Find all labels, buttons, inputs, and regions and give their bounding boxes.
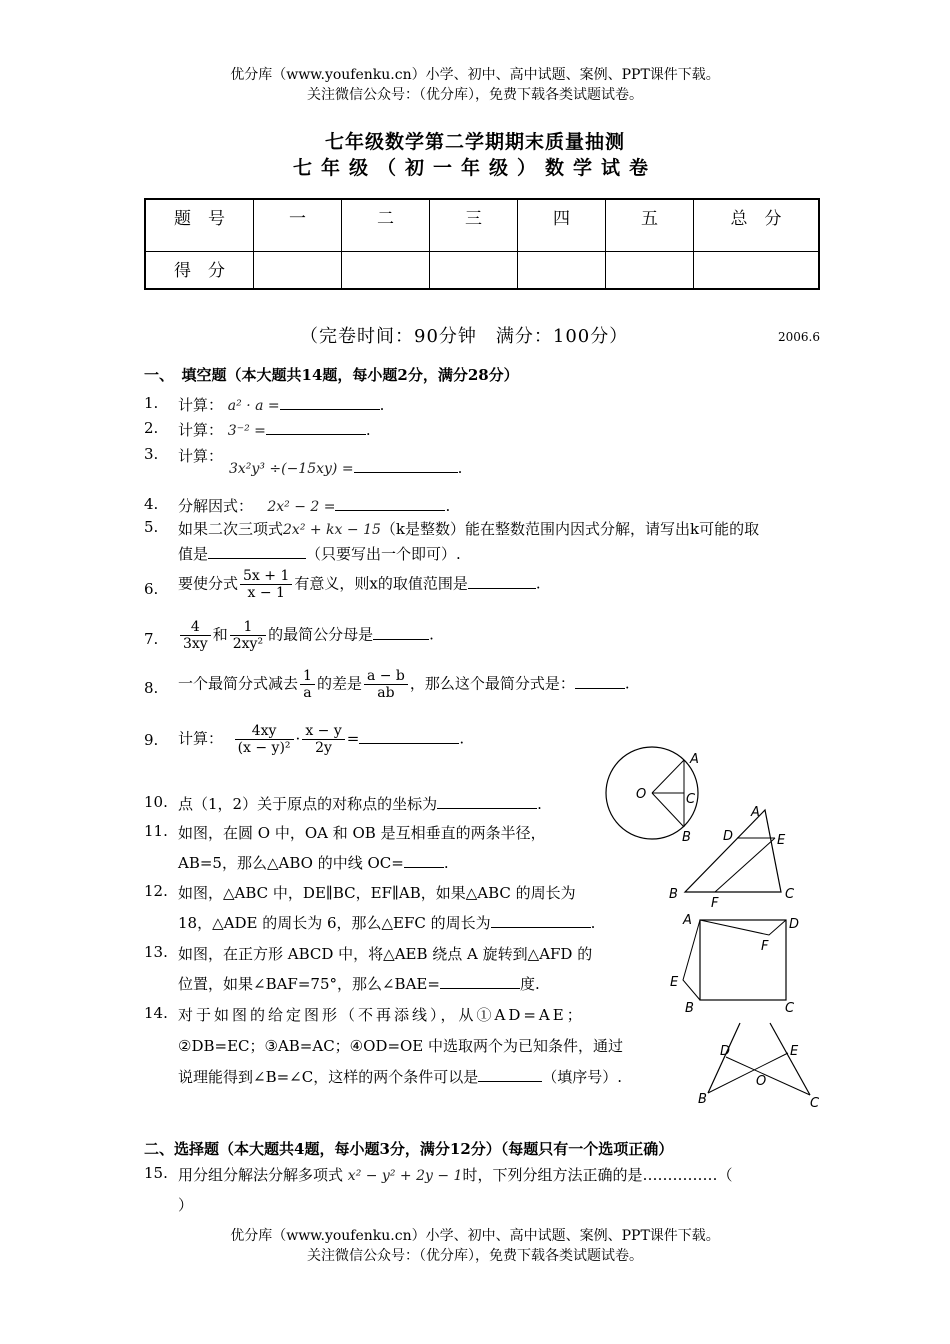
question-text: 度.: [519, 975, 540, 993]
question-1: 计算： a² · a = .: [178, 396, 385, 414]
score-header-cell: 一: [254, 199, 342, 251]
answer-blank[interactable]: [575, 674, 625, 689]
score-header-cell: 五: [606, 199, 694, 251]
label-c: C: [785, 887, 795, 902]
fraction: $\frac{4xy}{\text{(x − y)²}}$: [235, 723, 294, 756]
label-b: B: [698, 1092, 707, 1107]
question-5-line-2: [178, 543, 461, 564]
answer-blank[interactable]: [440, 974, 520, 989]
score-header-cell: 题 号: [145, 199, 254, 251]
question-13-line-2: [178, 973, 540, 994]
question-number: 10.: [144, 793, 168, 811]
question-5: [178, 518, 759, 539]
label-e: E: [670, 975, 679, 990]
triangle-aeb: [683, 920, 700, 1000]
question-text: 要使分式: [178, 574, 239, 593]
question-9: 计算： $\frac{4xy}{\text{(x − y)²}}$ · $\frac{x - y}{2y}$ = .: [178, 723, 465, 756]
label-d: D: [789, 917, 800, 932]
question-11-line-1: 如图，在圆 O 中，OA 和 OB 是互相垂直的两条半径，: [178, 824, 546, 842]
label-o: O: [636, 787, 647, 802]
question-text: 说理能得到∠B=∠C，这样的两个条件可以是: [178, 1068, 479, 1086]
score-cell: [606, 251, 694, 289]
score-table: [144, 198, 820, 290]
question-text: 值是: [178, 545, 209, 563]
question-15: [178, 1164, 732, 1185]
question-12-line-1: 如图，△ABC 中，DE∥BC，EF∥AB，如果△ABC 的周长为: [178, 884, 576, 902]
question-12-line-2: 18，△ADE 的周长为 6，那么△EFC 的周长为 .: [178, 914, 596, 932]
header-line-2: 关注微信公众号：（优分库），免费下载各类试题试卷。: [307, 87, 643, 103]
question-text: 一个最简分式减去: [178, 674, 299, 693]
label-a: A: [683, 913, 692, 928]
label-d: D: [723, 829, 734, 844]
label-c: C: [686, 792, 696, 807]
question-text: 位置，如果∠BAF=75°，那么∠BAE=: [178, 975, 440, 993]
question-7: $\frac{4}{3xy}$ 和 $\frac{1}{\text{2xy²}}$ 的最简公分母是 .: [178, 619, 434, 652]
label-c: C: [810, 1096, 820, 1111]
label-d: D: [720, 1044, 731, 1059]
math-expression: x² − y² + 2y − 1: [347, 1168, 463, 1184]
answer-blank[interactable]: [266, 420, 366, 435]
question-14-line-3: [178, 1066, 622, 1087]
question-text: 计算：: [178, 396, 224, 414]
answer-blank[interactable]: [359, 729, 459, 744]
question-text: （k是整数）能在整数范围内因式分解，请写出k可能的取: [380, 520, 760, 538]
score-cell: [430, 251, 518, 289]
question-2: 计算： 3⁻² = .: [178, 421, 371, 439]
triangle-abc: [685, 810, 781, 892]
page-title: 七年级数学第二学期期末质量抽测: [324, 131, 625, 153]
label-o: O: [756, 1074, 767, 1089]
label-f: F: [711, 896, 719, 908]
question-text: 用分组分解法分解多项式: [178, 1166, 344, 1184]
figure-13-square: [665, 910, 805, 1020]
section-1-heading: 一、 填空题（本大题共14题，每小题2分，满分28分）: [144, 366, 519, 384]
question-number: 15.: [144, 1164, 168, 1182]
question-number: 1.: [144, 394, 159, 412]
answer-blank[interactable]: [335, 496, 445, 511]
math-expression: 3x²y³ ÷(−15xy) =: [229, 461, 354, 477]
score-header-cell: 二: [342, 199, 430, 251]
question-number: 8.: [144, 679, 159, 697]
answer-blank[interactable]: [437, 794, 537, 809]
score-cell: [694, 251, 820, 289]
answer-blank[interactable]: [468, 574, 536, 589]
question-number: 9.: [144, 731, 159, 749]
answer-blank[interactable]: [404, 853, 444, 868]
answer-blank[interactable]: [478, 1067, 542, 1082]
question-text: 18，△ADE 的周长为 6，那么△EFC 的周长为: [178, 914, 491, 932]
question-13-line-1: 如图，在正方形 ABCD 中，将△AEB 绕点 A 旋转到△AFD 的: [178, 945, 593, 963]
triangle-afd: [700, 920, 786, 935]
exam-time-info: （完卷时间：90分钟 满分：100分）: [300, 326, 629, 347]
question-text: 和: [212, 625, 228, 644]
math-expression: 2x² − 2 =: [267, 499, 336, 515]
score-header-cell: 三: [430, 199, 518, 251]
footer-line-1: 优分库（www.youfenku.cn）小学、初中、高中试题、案例、PPT课件下载。: [230, 1228, 720, 1244]
question-text: 的差是: [316, 674, 362, 693]
segment-ef: [715, 838, 775, 892]
question-text: （填序号）.: [542, 1068, 622, 1086]
question-text: 有意义，则x的取值范围是: [294, 574, 468, 593]
label-e: E: [790, 1044, 799, 1059]
score-header-cell: 总 分: [694, 199, 820, 251]
question-number: 13.: [144, 943, 168, 961]
question-8: 一个最简分式减去 $\frac{1}{a}$ 的差是 $\frac{a - b}{ab}$ ，那么这个最简分式是： .: [178, 668, 630, 701]
question-text: 点（1，2）关于原点的对称点的坐标为: [178, 795, 438, 813]
page-subtitle: 七年级（初一年级）数学试卷: [292, 157, 657, 179]
question-3: 3x²y³ ÷(−15xy) = .: [229, 459, 463, 477]
fraction: $\frac{x - y}{2y}$: [302, 723, 344, 756]
figure-12-triangle: [665, 800, 805, 908]
label-b: B: [669, 887, 678, 902]
exam-date: 2006.6: [778, 330, 820, 344]
question-14-line-1: 对于如图的给定图形（不再添线），从①AD=AE；: [178, 1006, 585, 1024]
question-text: 的最简公分母是: [268, 625, 374, 644]
answer-blank[interactable]: [373, 625, 429, 640]
label-a: A: [690, 752, 699, 767]
answer-blank[interactable]: [491, 913, 591, 928]
question-text: =: [346, 729, 360, 748]
label-b: B: [682, 830, 691, 845]
figure-14-triangles: [690, 1015, 830, 1115]
radius-oa: [652, 760, 684, 793]
question-6: 要使分式 $\frac{5x + 1}{x - 1}$ 有意义，则x的取值范围是 .: [178, 568, 541, 601]
question-15-line-2: ）: [178, 1196, 194, 1214]
question-text: 分解因式：: [178, 497, 254, 515]
question-3-label: 计算：: [178, 447, 224, 465]
answer-blank[interactable]: [354, 458, 458, 473]
question-14-line-2: ②DB=EC；③AB=AC；④OD=OE 中选取两个为已知条件，通过: [178, 1037, 624, 1055]
answer-blank[interactable]: [208, 544, 306, 559]
question-number: 4.: [144, 495, 159, 513]
question-number: 14.: [144, 1004, 168, 1022]
label-f: F: [761, 939, 769, 954]
label-c: C: [785, 1001, 795, 1016]
question-text: 计算：: [178, 421, 224, 439]
section-2-heading: 二、选择题（本大题共4题，每小题3分，满分12分）（每题只有一个选项正确）: [144, 1140, 674, 1158]
question-number: 3.: [144, 445, 159, 463]
question-text: ，那么这个最简分式是：: [409, 674, 575, 693]
math-expression: a² · a =: [227, 398, 280, 414]
fraction: $\frac{5x + 1}{x - 1}$: [240, 568, 292, 601]
label-a: A: [751, 805, 760, 820]
score-cell: [518, 251, 606, 289]
score-header-cell: 四: [518, 199, 606, 251]
score-cell: [342, 251, 430, 289]
question-text: 时，下列分组方法正确的是……………（: [462, 1166, 733, 1184]
fraction: $\frac{1}{a}$: [300, 668, 315, 701]
question-text: 计算：: [178, 729, 224, 748]
question-text: AB=5，那么△ABO 的中线 OC=: [178, 854, 404, 872]
question-10: 点（1，2）关于原点的对称点的坐标为 .: [178, 795, 542, 813]
score-cell: [254, 251, 342, 289]
segment-be: [708, 1053, 788, 1093]
fraction: $\frac{a - b}{ab}$: [364, 668, 408, 701]
question-number: 7.: [144, 630, 159, 648]
question-text: （只要写出一个即可）.: [306, 545, 461, 563]
score-row-label: 得 分: [145, 251, 254, 289]
question-number: 6.: [144, 580, 159, 598]
question-text: 如果二次三项式: [178, 520, 284, 538]
fraction: $\frac{4}{3xy}$: [180, 619, 211, 652]
math-expression: 2x² + kx − 15: [283, 522, 381, 538]
fraction: $\frac{1}{\text{2xy²}}$: [230, 619, 266, 652]
label-e: E: [777, 833, 786, 848]
question-4: 分解因式： 2x² − 2 = .: [178, 497, 451, 515]
question-number: 11.: [144, 822, 168, 840]
question-number: 12.: [144, 882, 168, 900]
question-number: 2.: [144, 419, 159, 437]
question-number: 5.: [144, 518, 159, 536]
footer-line-2: 关注微信公众号：（优分库），免费下载各类试题试卷。: [307, 1248, 643, 1264]
answer-blank[interactable]: [280, 395, 380, 410]
math-expression: 3⁻² =: [227, 423, 266, 439]
question-11-line-2: AB=5，那么△ABO 的中线 OC= .: [178, 854, 449, 872]
label-b: B: [685, 1001, 694, 1016]
header-line-1: 优分库（www.youfenku.cn）小学、初中、高中试题、案例、PPT课件下载。: [230, 67, 720, 83]
